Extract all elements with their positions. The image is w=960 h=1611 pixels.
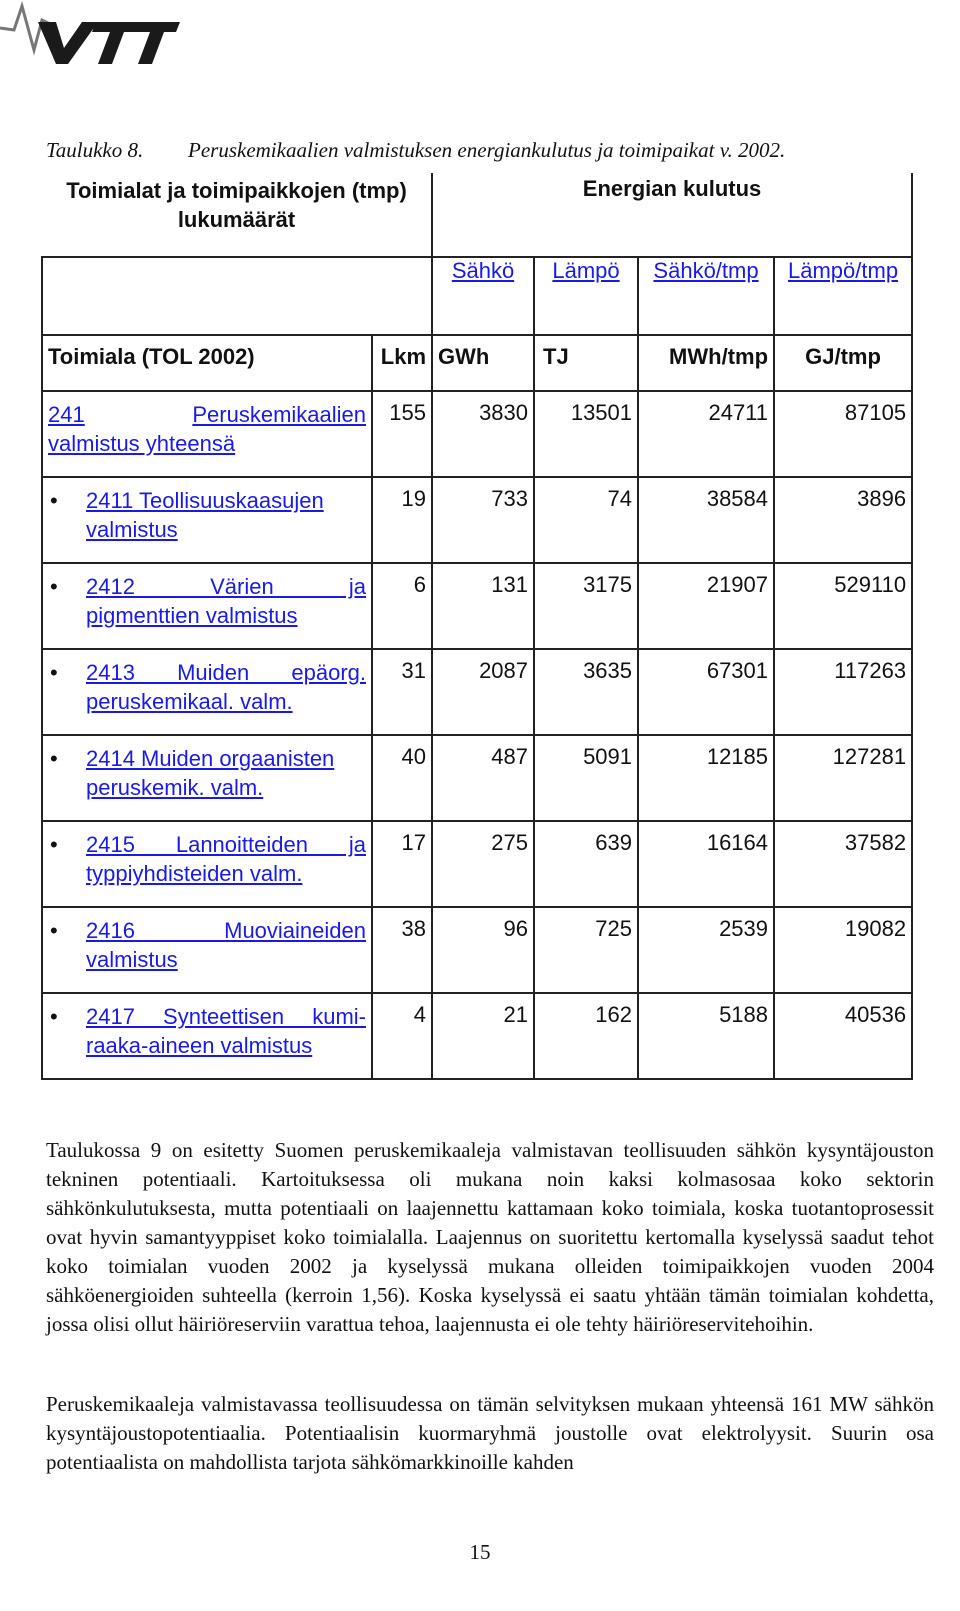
cell-gwh: 2087	[432, 649, 534, 735]
cell-tj: 3175	[534, 563, 638, 649]
total-gwh: 3830	[432, 391, 534, 477]
subheader-heat-per-site[interactable]: Lämpö/tmp	[774, 257, 912, 335]
bullet-icon: •	[50, 488, 58, 513]
cell-mwh-per-site: 21907	[638, 563, 774, 649]
header-sectors: Toimialat ja toimipaikkojen (tmp) lukumäärät	[42, 173, 432, 257]
row-label-2411[interactable]: • 2411 Teollisuuskaasujen valmistus	[42, 477, 372, 563]
logo-letter-v	[38, 22, 98, 64]
cell-count: 4	[372, 993, 432, 1079]
table-row-total	[42, 391, 912, 477]
table-row	[42, 821, 912, 907]
cell-mwh-per-site: 38584	[638, 477, 774, 563]
cell-gj-per-site: 3896	[774, 477, 912, 563]
unit-tj: TJ	[534, 335, 638, 391]
cell-mwh-per-site: 5188	[638, 993, 774, 1079]
logo-letter-t1	[92, 22, 140, 64]
logo-letter-t2	[132, 22, 180, 64]
cell-mwh-per-site: 12185	[638, 735, 774, 821]
table-row	[42, 477, 912, 563]
cell-gwh: 21	[432, 993, 534, 1079]
total-tj: 13501	[534, 391, 638, 477]
row-label-2416[interactable]: • 2416 Muoviaineiden valmistus	[42, 907, 372, 993]
cell-gj-per-site: 40536	[774, 993, 912, 1079]
cell-mwh-per-site: 67301	[638, 649, 774, 735]
subheader-electricity[interactable]: Sähkö	[432, 257, 534, 335]
cell-mwh-per-site: 16164	[638, 821, 774, 907]
unit-gj-per-site: GJ/tmp	[774, 335, 912, 391]
energy-table	[41, 173, 913, 1080]
unit-row	[42, 335, 912, 391]
page-number: 15	[469, 1540, 491, 1564]
cell-tj: 74	[534, 477, 638, 563]
table-row	[42, 993, 912, 1079]
total-gj-per-site: 87105	[774, 391, 912, 477]
total-mwh-per-site: 24711	[638, 391, 774, 477]
total-label[interactable]: 241 Peruskemikaalien valmistus yhteensä	[42, 391, 372, 477]
bullet-icon: •	[50, 832, 58, 857]
caption-number: Taulukko 8.	[46, 138, 144, 162]
cell-tj: 162	[534, 993, 638, 1079]
cell-gj-per-site: 117263	[774, 649, 912, 735]
caption-title: Peruskemikaalien valmistuksen energiankulutus ja toimipaikat v. 2002.	[188, 138, 786, 162]
unit-count: Lkm	[372, 335, 432, 391]
subheader-heat[interactable]: Lämpö	[534, 257, 638, 335]
table-header-row	[42, 173, 912, 257]
cell-count: 38	[372, 907, 432, 993]
vtt-logo	[0, 0, 190, 72]
subheader-row	[42, 257, 912, 335]
bullet-icon: •	[50, 574, 58, 599]
row-label-2417[interactable]: • 2417 Synteettisen kumi- raaka-aineen valmistus	[42, 993, 372, 1079]
table-caption	[46, 138, 785, 163]
cell-gwh: 96	[432, 907, 534, 993]
cell-gj-per-site: 37582	[774, 821, 912, 907]
subheader-empty	[42, 257, 432, 335]
cell-gj-per-site: 127281	[774, 735, 912, 821]
paragraph-1: Taulukossa 9 on esitetty Suomen peruskemikaaleja valmistavan teollisuuden sähkön kysyntäjouston tekninen potentiaali. Kartoituksessa oli mukana noin kaksi kolmasosaa koko sektorin sähkönkulutuksesta, mutta potentiaali on laajennettu kattamaan koko toimiala, koska tuotantoprosessit ovat hyvin samantyyppiset koko toimialalla. Laajennus on suoritettu kertomalla kyselyssä saadut tehot koko toimialan vuoden 2002 ja kyselyssä mukana olleiden toimipaikkojen vuoden 2004 sähköenergioiden suhteella (kerroin 1,56). Koska kyselyssä ei saatu yhtään tämän toimialan kohdetta, jossa olisi ollut häiriöreserviin varattua tehoa, laajennusta ei ole tehty häiriöreservitehoihin.	[46, 1138, 934, 1336]
total-count: 155	[372, 391, 432, 477]
bullet-icon: •	[50, 660, 58, 685]
table-row	[42, 649, 912, 735]
cell-gwh: 131	[432, 563, 534, 649]
bullet-icon: •	[50, 918, 58, 943]
cell-count: 6	[372, 563, 432, 649]
subheader-electricity-per-site[interactable]: Sähkö/tmp	[638, 257, 774, 335]
cell-mwh-per-site: 2539	[638, 907, 774, 993]
unit-mwh-per-site: MWh/tmp	[638, 335, 774, 391]
row-label-2412[interactable]: • 2412 Värien ja pigmenttien valmistus	[42, 563, 372, 649]
cell-gj-per-site: 19082	[774, 907, 912, 993]
table-row	[42, 735, 912, 821]
table-row	[42, 907, 912, 993]
cell-gwh: 487	[432, 735, 534, 821]
row-label-2415[interactable]: • 2415 Lannoitteiden ja typpiyhdisteiden valm.	[42, 821, 372, 907]
cell-tj: 725	[534, 907, 638, 993]
bullet-icon: •	[50, 746, 58, 771]
cell-count: 40	[372, 735, 432, 821]
cell-count: 17	[372, 821, 432, 907]
cell-gwh: 733	[432, 477, 534, 563]
paragraph-2: Peruskemikaaleja valmistavassa teollisuudessa on tämän selvityksen mukaan yhteensä 161 MW sähkön kysyntäjoustopotentiaalia. Potentiaalisin kuormaryhmä joustolle ovat elektrolyysit. Suurin osa potentiaalista on mahdollista tarjota sähkömarkkinoille kahden	[46, 1392, 934, 1474]
bullet-icon: •	[50, 1004, 58, 1029]
cell-count: 31	[372, 649, 432, 735]
header-energy: Energian kulutus	[432, 173, 912, 257]
cell-tj: 639	[534, 821, 638, 907]
unit-sector: Toimiala (TOL 2002)	[42, 335, 372, 391]
cell-gj-per-site: 529110	[774, 563, 912, 649]
cell-count: 19	[372, 477, 432, 563]
unit-gwh: GWh	[432, 335, 534, 391]
table-row	[42, 563, 912, 649]
cell-tj: 5091	[534, 735, 638, 821]
cell-gwh: 275	[432, 821, 534, 907]
row-label-2413[interactable]: • 2413 Muiden epäorg. peruskemikaal. valm.	[42, 649, 372, 735]
cell-tj: 3635	[534, 649, 638, 735]
row-label-2414[interactable]: • 2414 Muiden orgaanisten peruskemik. valm.	[42, 735, 372, 821]
